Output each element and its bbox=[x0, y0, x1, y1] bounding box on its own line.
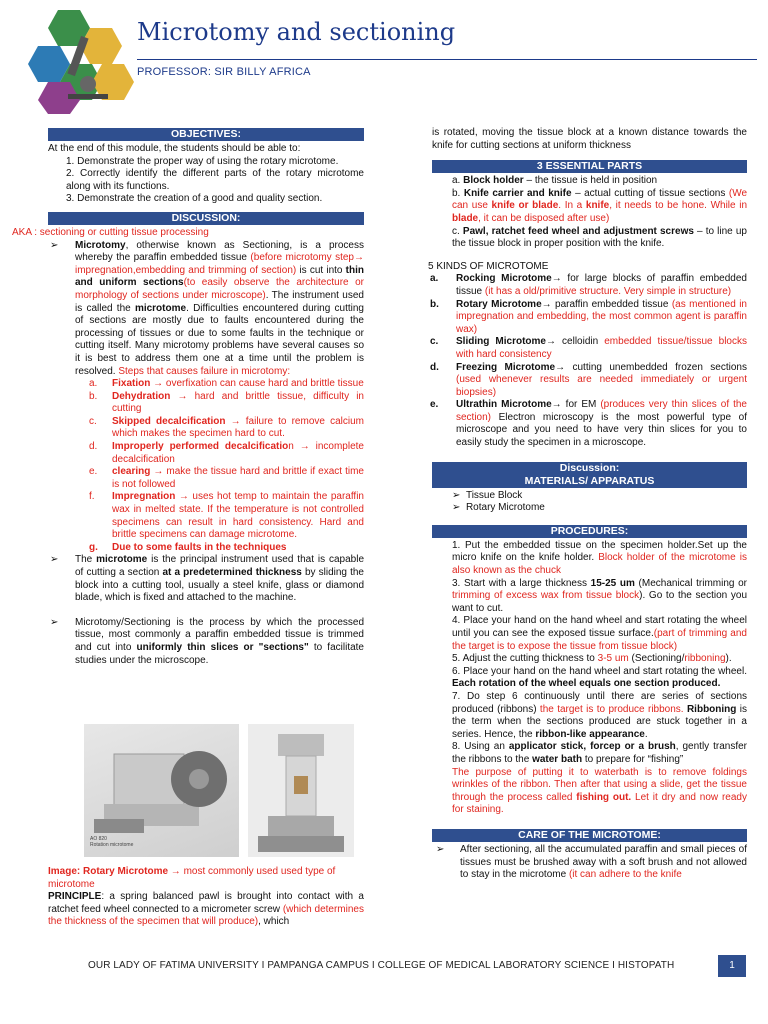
part-a: a. Block holder – the tissue is held in position bbox=[452, 175, 658, 187]
step-8: 8. Using an applicator stick, forcep or a brush, gently transfer the ribbons to the water bath to prepare for “fishing” bbox=[452, 741, 748, 765]
professor-line: PROFESSOR: SIR BILLY AFRICA bbox=[137, 66, 311, 78]
step-6: 6. Place your hand on the hand wheel and start rotating the wheel. Each rotation of the wheel equals one section produced. bbox=[452, 665, 747, 690]
step-1: 1. Put the embedded tissue on the specimen holder.Set up the micro knife on the knife holder. Block holder of the microtome is also known as the chuck bbox=[452, 539, 747, 577]
procedures-header: PROCEDURES: bbox=[432, 525, 747, 538]
objective-2: 2. Correctly identify the different parts of the rotary microtome along with its functions. bbox=[66, 168, 364, 192]
material-item: ➢ Rotary Microtome bbox=[452, 502, 545, 514]
part-b: b. Knife carrier and knife – actual cutting of tissue sections (We can use knife or blade. In a knife, it needs to be hone. While in blade, it can be disposed after use) bbox=[452, 187, 748, 224]
principle-paragraph: PRINCIPLE: a spring balanced pawl is brought into contact with a ratchet feed wheel connected to a micrometer screw (which determines the thickness of the specimen that will produce), which bbox=[48, 891, 364, 928]
objective-1: 1. Demonstrate the proper way of using the rotary microtome. bbox=[66, 155, 339, 167]
kind-rotary: b. Rotary Microtome→ paraffin embedded tissue (as mentioned in impregnation and embedding, the most common agent is paraffin wax) bbox=[430, 298, 747, 335]
rotary-microtome-photo bbox=[84, 724, 239, 857]
page-number: 1 bbox=[718, 955, 746, 977]
care-item: ➢ After sectioning, all the accumulated paraffin and small pieces of tissues must be brushed away with a soft brush and not allowed to stay in the microtome (it can adhere to the knife bbox=[436, 843, 747, 881]
kind-rocking: a. Rocking Microtome→ for large blocks of paraffin embedded tissue (it has a old/primitive structure. Very simple in structure) bbox=[430, 273, 747, 297]
step-7: 7. Do step 6 continuously until there are series of sections produced (ribbons) the target is to produce ribbons. Ribboning is the term when the sections produced are stuck together in a series. Hence, the ribbon-like appearance. bbox=[452, 690, 747, 740]
failure-item: g. Due to some faults in the techniques bbox=[89, 541, 287, 553]
kind-sliding: c. Sliding Microtome→ celloidin embedded tissue/tissue blocks with hard consistency bbox=[430, 336, 747, 360]
arrow-bullet-icon: ➢ bbox=[50, 239, 59, 251]
microtome-paragraph: ➢ The microtome is the principal instrument used that is capable of cutting a section at a predetermined thickness by sliding the block into a cutting tool, usually a steel knife, glass or diamond blade, which is fixed and attached to the machine. bbox=[50, 554, 365, 604]
step-3: 3. Start with a large thickness 15-25 um (Mechanical trimming or trimming of excess wax from tissue block). Go to the section you want to cut. bbox=[452, 577, 748, 614]
photo-label: AO 820 Rotation microtome bbox=[90, 836, 134, 848]
image-caption-block: Image: Rotary Microtome → most commonly used used type of microtome PRINCIPLE: a spring balanced pawl is brought into contact with a ratchet feed wheel connected to a micrometer screw (which determines the thickness of the specimen that will produce), which bbox=[48, 866, 364, 928]
failure-item: a. Fixation → overfixation can cause hard and brittle tissue bbox=[89, 378, 364, 390]
principle-continued: is rotated, moving the tissue block at a known distance towards the knife for cutting sections at uniform thickness bbox=[432, 127, 747, 151]
kind-ultrathin: e. Ultrathin Microtome→ for EM (produces very thin slices of the section) Electron microscopy is the most powerful type of microscope and you need to have very thin slices for you to easily study the specimen in a microscope. bbox=[430, 399, 747, 449]
department-logo bbox=[28, 6, 140, 114]
objectives-intro: At the end of this module, the students should be able to: bbox=[48, 143, 301, 154]
failure-item: e. clearing → make the tissue hard and brittle if exact time is not followed bbox=[89, 466, 364, 490]
materials-header: MATERIALS/ APPARATUS bbox=[432, 475, 747, 488]
page-footer bbox=[0, 958, 768, 978]
arrow-bullet-icon: ➢ bbox=[452, 489, 461, 501]
step-8-note: The purpose of putting it to waterbath is to remove foldings wrinkles of the ribbon. Then after that using a slide, get the tissue through the process called fishing out. Let it dry and now ready for staining. bbox=[452, 766, 747, 816]
left-column bbox=[12, 126, 364, 667]
arrow-bullet-icon: ➢ bbox=[452, 502, 461, 514]
footer-text: OUR LADY OF FATIMA UNIVERSITY I PAMPANGA CAMPUS I COLLEGE OF MEDICAL LABORATORY SCIENCE I HISTOPATH bbox=[88, 960, 675, 971]
objective-3: 3. Demonstrate the creation of a good and quality section. bbox=[66, 193, 323, 205]
title-divider bbox=[137, 59, 757, 60]
kind-freezing: d. Freezing Microtome→ cutting unembedded frozen sections (used whenever results are needed immediately or urgent biopsies) bbox=[430, 361, 747, 398]
step-5: 5. Adjust the cutting thickness to 3-5 um (Sectioning/ribboning). bbox=[452, 653, 732, 665]
part-c: c. Pawl, ratchet feed wheel and adjustment screws – to line up the tissue block in proper position with the knife. bbox=[452, 225, 747, 250]
objectives-header: OBJECTIVES: bbox=[48, 128, 364, 141]
arrow-bullet-icon: ➢ bbox=[436, 843, 445, 855]
kinds-title: 5 KINDS OF MICROTOME bbox=[428, 260, 549, 272]
page-title: Microtomy and sectioning bbox=[137, 18, 456, 46]
aka-line: AKA : sectioning or cutting tissue processing bbox=[12, 226, 209, 238]
failure-item: f. Impregnation → uses hot temp to maintain the paraffin wax in melted state. If the temperature is not controlled specimens can result in hard consistency. Hard and brittle specimens can damage microtome. bbox=[89, 491, 364, 541]
discussion-subheader: Discussion: bbox=[432, 462, 747, 475]
discussion-header: DISCUSSION: bbox=[48, 212, 364, 225]
arrow-bullet-icon: ➢ bbox=[50, 554, 59, 566]
image-caption-title: Image: Rotary Microtome bbox=[48, 866, 169, 877]
sectioning-paragraph: ➢ Microtomy/Sectioning is the process by which the processed tissue, most commonly a paraffin embedded tissue is trimmed and cut into uniformly thin slices or "sections" to facilitate studies under the microscope. bbox=[50, 616, 364, 666]
page-header bbox=[0, 0, 768, 115]
arrow-bullet-icon: ➢ bbox=[50, 616, 59, 628]
care-header: CARE OF THE MICROTOME: bbox=[432, 829, 747, 842]
material-item: ➢ Tissue Block bbox=[452, 489, 523, 501]
right-column bbox=[422, 127, 747, 882]
failure-item: c. Skipped decalcification → failure to remove calcium which makes the specimen hard to cut. bbox=[89, 415, 364, 440]
essential-parts-header: 3 ESSENTIAL PARTS bbox=[432, 160, 747, 173]
microtomy-paragraph: ➢ Microtomy, otherwise known as Sectioning, is a process whereby the paraffin embedded tissue (before microtomy step→ impregnation,embedding and trimming of section) is cut into thin and uniform sections(to easily observe the architecture or morphology of sections under microscope). The instrument used is called the microtome. Difficulties encountered during cutting of sections are mostly due to faults encountered during the processing of tissues or due to some faults in the technique or cutting itself. Many microtomy problems have several causes so it is best to address them one at a time until the problem is resolved. Steps that causes failure in microtomy: bbox=[50, 239, 364, 377]
microtome-closeup-photo bbox=[248, 724, 354, 857]
step-4: 4. Place your hand on the hand wheel and start rotating the wheel until you can see the exposed tissue surface.(part of trimming and the target is to expose the tissue from tissue block) bbox=[452, 615, 747, 652]
failure-item: b. Dehydration → hard and brittle tissue, difficulty in cutting bbox=[89, 390, 364, 415]
failure-item: d. Improperly performed decalcification → incomplete decalcification bbox=[89, 441, 364, 465]
